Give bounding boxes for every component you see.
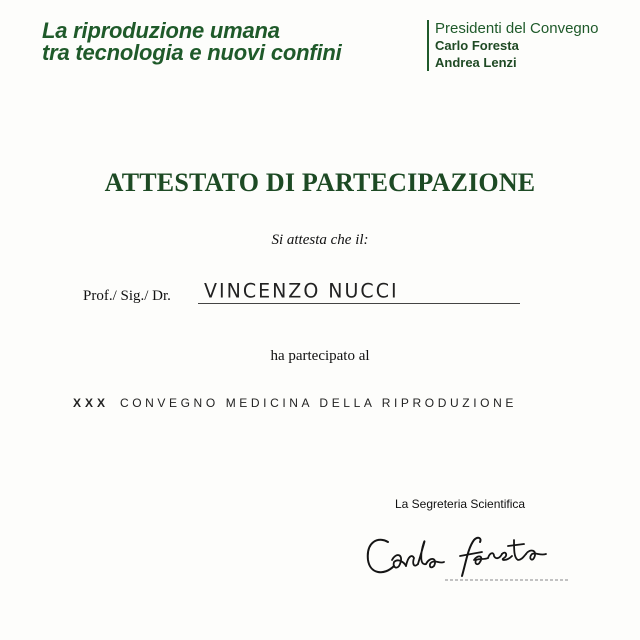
president-name-2: Andrea Lenzi — [435, 55, 517, 70]
conference-title-line2: tra tecnologia e nuovi confini — [42, 40, 342, 65]
signature-drawing — [350, 520, 570, 590]
attesta-text: Si attesta che il: — [271, 232, 369, 248]
name-underline — [198, 303, 520, 304]
president-name-1: Carlo Foresta — [435, 38, 519, 53]
presidents-label: Presidenti del Convegno — [435, 20, 599, 37]
certificate-title: ATTESTATO DI PARTECIPAZIONE — [104, 168, 536, 197]
honorific-label: Prof./ Sig./ Dr. — [83, 288, 171, 304]
convegno-line — [73, 396, 517, 410]
participated-text: ha partecipato al — [270, 348, 370, 364]
convegno-name: CONVEGNO MEDICINA DELLA RIPRODUZIONE — [119, 396, 517, 410]
conference-title-line1: La riproduzione umana — [42, 18, 280, 43]
handwritten-participant-name: VINCENZO NUCCI — [204, 279, 399, 303]
presidents-block — [427, 20, 598, 71]
convegno-number: XXX — [73, 396, 110, 410]
conference-title — [42, 20, 342, 64]
signature — [350, 520, 570, 595]
segreteria-label: La Segreteria Scientifica — [395, 497, 526, 511]
